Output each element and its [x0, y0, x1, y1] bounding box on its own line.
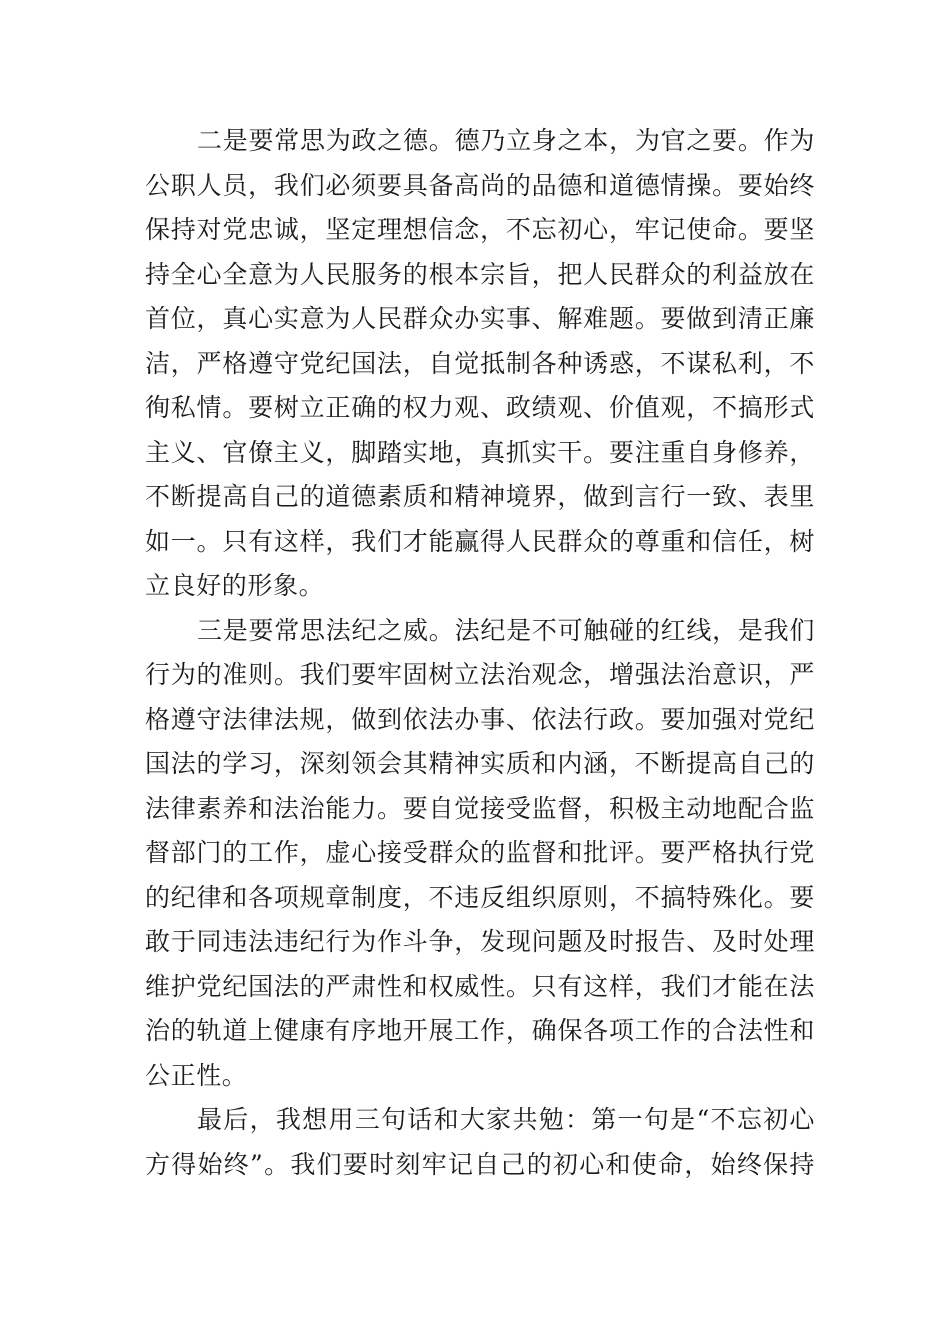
text-line: 不断提高自己的道德素质和精神境界，做到言行一致、表里	[145, 482, 815, 511]
text-line: 督部门的工作，虚心接受群众的监督和批评。要严格执行党	[145, 838, 815, 867]
text-line: 国法的学习，深刻领会其精神实质和内涵，不断提高自己的	[145, 749, 815, 778]
text-line: 的纪律和各项规章制度，不违反组织原则，不搞特殊化。要	[145, 882, 815, 912]
text-line: 主义、官僚主义，脚踏实地，真抓实干。要注重自身修养，	[145, 437, 815, 467]
text-line: 方得始终”。我们要时刻牢记自己的初心和使命，始终保持	[145, 1149, 815, 1179]
text-line: 格遵守法律法规，做到依法办事、依法行政。要加强对党纪	[145, 704, 815, 734]
text-line: 公职人员，我们必须要具备高尚的品德和道德情操。要始终	[145, 170, 815, 200]
paragraph	[145, 119, 815, 609]
text-line: 敢于同违法违纪行为作斗争，发现问题及时报告、及时处理	[145, 927, 815, 956]
text-line: 最后，我想用三句话和大家共勉：第一句是“不忘初心	[197, 1105, 815, 1134]
text-line: 持全心全意为人民服务的根本宗旨，把人民群众的利益放在	[145, 259, 815, 289]
text-line: 二是要常思为政之德。德乃立身之本，为官之要。作为	[197, 126, 815, 155]
text-line: 首位，真心实意为人民群众办实事、解难题。要做到清正廉	[145, 304, 815, 333]
text-line: 徇私情。要树立正确的权力观、政绩观、价值观，不搞形式	[145, 393, 815, 422]
text-line: 立良好的形象。	[145, 571, 325, 600]
document-body	[145, 119, 815, 1187]
text-line: 行为的准则。我们要牢固树立法治观念，增强法治意识，严	[145, 660, 815, 689]
text-line: 公正性。	[145, 1060, 248, 1090]
text-line: 保持对党忠诚，坚定理想信念，不忘初心，牢记使命。要坚	[145, 215, 815, 244]
text-line: 治的轨道上健康有序地开展工作，确保各项工作的合法性和	[145, 1016, 815, 1045]
text-line: 三是要常思法纪之威。法纪是不可触碰的红线，是我们	[197, 615, 815, 645]
paragraph	[145, 609, 815, 1099]
text-line: 如一。只有这样，我们才能赢得人民群众的尊重和信任，树	[145, 526, 815, 556]
text-line: 法律素养和法治能力。要自觉接受监督，积极主动地配合监	[145, 793, 815, 823]
text-line: 洁，严格遵守党纪国法，自觉抵制各种诱惑，不谋私利，不	[145, 348, 815, 378]
text-line: 维护党纪国法的严肃性和权威性。只有这样，我们才能在法	[145, 971, 815, 1001]
paragraph	[145, 1098, 815, 1187]
